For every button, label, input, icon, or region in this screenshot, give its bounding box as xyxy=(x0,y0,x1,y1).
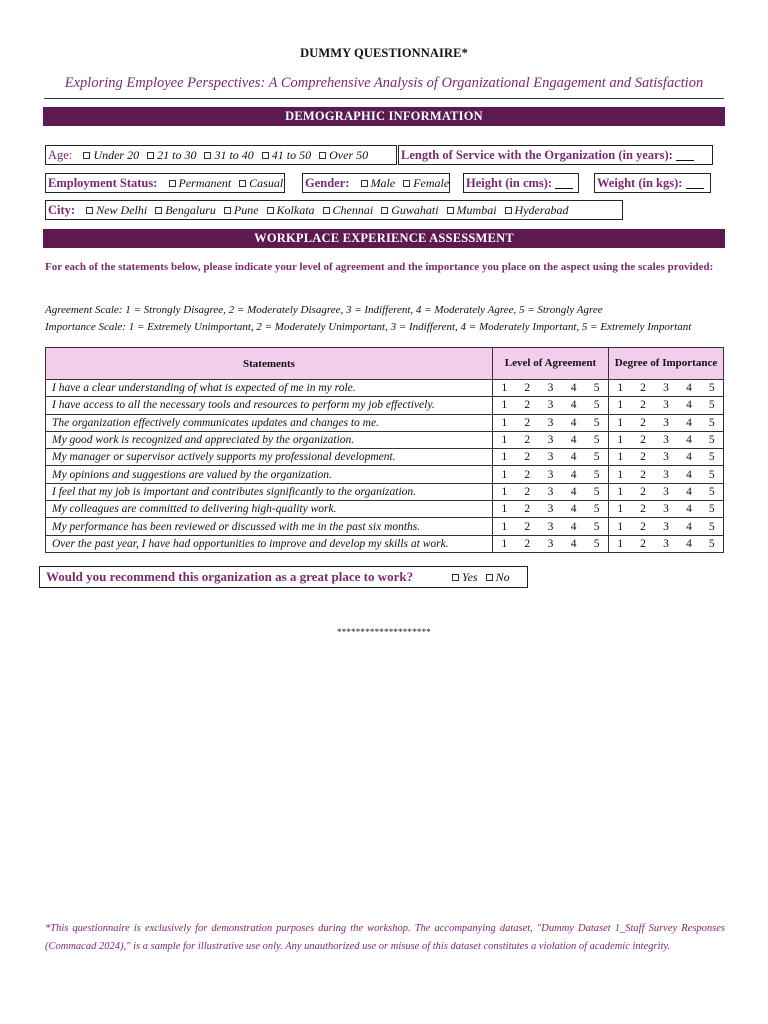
importance-rating-3[interactable]: 3 xyxy=(655,397,678,414)
importance-rating-2[interactable]: 2 xyxy=(632,483,655,500)
importance-rating-2[interactable]: 2 xyxy=(632,397,655,414)
agreement-rating-3[interactable]: 3 xyxy=(539,380,562,397)
option-label: Permanent xyxy=(178,176,232,190)
importance-rating-4[interactable]: 4 xyxy=(678,431,701,448)
statement-cell: I feel that my job is important and contributes significantly to the organization. xyxy=(46,483,493,500)
importance-rating-3[interactable]: 3 xyxy=(655,449,678,466)
statement-cell: Over the past year, I have had opportunities to improve and develop my skills at work. xyxy=(46,535,493,552)
table-row xyxy=(46,397,724,414)
survey-table-body xyxy=(46,380,724,553)
agreement-rating-5[interactable]: 5 xyxy=(585,414,608,431)
checkbox[interactable] xyxy=(204,152,211,159)
importance-rating-4[interactable]: 4 xyxy=(678,449,701,466)
agreement-rating-3[interactable]: 3 xyxy=(539,466,562,483)
agreement-rating-1[interactable]: 1 xyxy=(493,501,516,518)
agreement-rating-4[interactable]: 4 xyxy=(562,397,585,414)
importance-rating-5[interactable]: 5 xyxy=(701,535,724,552)
checkbox[interactable] xyxy=(262,152,269,159)
agreement-rating-3[interactable]: 3 xyxy=(539,535,562,552)
subtitle-divider xyxy=(44,98,724,99)
agreement-rating-4[interactable]: 4 xyxy=(562,449,585,466)
checkbox[interactable] xyxy=(155,207,162,214)
checkbox[interactable] xyxy=(505,207,512,214)
agreement-rating-3[interactable]: 3 xyxy=(539,431,562,448)
statement-cell: I have access to all the necessary tools and resources to perform my job effectively. xyxy=(46,397,493,414)
agreement-rating-4[interactable]: 4 xyxy=(562,483,585,500)
city-label: City: xyxy=(48,203,76,217)
statement-cell: I have a clear understanding of what is expected of me in my role. xyxy=(46,380,493,397)
agreement-rating-5[interactable]: 5 xyxy=(585,449,608,466)
checkbox[interactable] xyxy=(486,574,493,581)
gender-options xyxy=(353,176,450,190)
agreement-scale: Agreement Scale: 1 = Strongly Disagree, 2 = Moderately Disagree, 3 = Indifferent, 4 = Moderately Agree, 5 = Strongly Agree xyxy=(45,304,603,316)
employment-label: Employment Status: xyxy=(48,176,158,190)
checkbox[interactable] xyxy=(239,180,246,187)
recommend-question: Would you recommend this organization as a great place to work? xyxy=(46,569,414,584)
agreement-rating-4[interactable]: 4 xyxy=(562,518,585,535)
importance-scale: Importance Scale: 1 = Extremely Unimportant, 2 = Moderately Unimportant, 3 = Indifferent, 4 = Moderately Important, 5 = Extremely Important xyxy=(45,321,692,333)
importance-rating-5[interactable]: 5 xyxy=(701,397,724,414)
statement-cell: My good work is recognized and appreciated by the organization. xyxy=(46,431,493,448)
checkbox[interactable] xyxy=(169,180,176,187)
agreement-rating-5[interactable]: 5 xyxy=(585,431,608,448)
importance-rating-1[interactable]: 1 xyxy=(609,466,632,483)
city-field xyxy=(45,200,623,220)
importance-rating-1[interactable]: 1 xyxy=(609,380,632,397)
table-row xyxy=(46,518,724,535)
checkbox[interactable] xyxy=(403,180,410,187)
importance-rating-2[interactable]: 2 xyxy=(632,414,655,431)
importance-rating-1[interactable]: 1 xyxy=(609,501,632,518)
instruction-text: For each of the statements below, please indicate your level of agreement and the importance you place on the aspect using the scales provided: xyxy=(45,261,714,273)
statement-cell: My opinions and suggestions are valued by the organization. xyxy=(46,466,493,483)
option-label: Yes xyxy=(462,570,478,584)
importance-rating-5[interactable]: 5 xyxy=(701,414,724,431)
agreement-rating-5[interactable]: 5 xyxy=(585,466,608,483)
importance-rating-3[interactable]: 3 xyxy=(655,380,678,397)
importance-rating-1[interactable]: 1 xyxy=(609,397,632,414)
importance-rating-5[interactable]: 5 xyxy=(701,431,724,448)
table-row xyxy=(46,414,724,431)
age-options xyxy=(75,148,368,162)
height-label: Height (in cms): xyxy=(466,176,553,190)
importance-rating-5[interactable]: 5 xyxy=(701,483,724,500)
agreement-rating-2[interactable]: 2 xyxy=(516,518,539,535)
importance-rating-2[interactable]: 2 xyxy=(632,518,655,535)
agreement-rating-2[interactable]: 2 xyxy=(516,414,539,431)
option-label: Hyderabad xyxy=(514,203,569,217)
agreement-rating-2[interactable]: 2 xyxy=(516,449,539,466)
agreement-rating-3[interactable]: 3 xyxy=(539,501,562,518)
agreement-rating-2[interactable]: 2 xyxy=(516,466,539,483)
agreement-rating-1[interactable]: 1 xyxy=(493,380,516,397)
importance-rating-5[interactable]: 5 xyxy=(701,501,724,518)
statement-cell: The organization effectively communicates updates and changes to me. xyxy=(46,414,493,431)
agreement-rating-4[interactable]: 4 xyxy=(562,466,585,483)
checkbox[interactable] xyxy=(86,207,93,214)
checkbox[interactable] xyxy=(447,207,454,214)
option-label: Over 50 xyxy=(329,148,369,162)
option-label: Female xyxy=(413,176,450,190)
option-label: Guwahati xyxy=(391,203,439,217)
importance-rating-3[interactable]: 3 xyxy=(655,501,678,518)
agreement-rating-1[interactable]: 1 xyxy=(493,431,516,448)
option-label: Under 20 xyxy=(93,148,140,162)
importance-rating-1[interactable]: 1 xyxy=(609,414,632,431)
employment-field xyxy=(45,173,285,193)
agreement-rating-5[interactable]: 5 xyxy=(585,380,608,397)
weight-field xyxy=(594,173,711,193)
separator-stars: ******************** xyxy=(337,627,431,637)
service-field xyxy=(398,145,713,165)
agreement-rating-5[interactable]: 5 xyxy=(585,483,608,500)
weight-blank[interactable] xyxy=(686,178,704,189)
agreement-rating-2[interactable]: 2 xyxy=(516,397,539,414)
document-title: DUMMY QUESTIONNAIRE* xyxy=(300,46,468,60)
importance-rating-5[interactable]: 5 xyxy=(701,466,724,483)
checkbox[interactable] xyxy=(319,152,326,159)
importance-rating-1[interactable]: 1 xyxy=(609,483,632,500)
option-label: Kolkata xyxy=(276,203,315,217)
age-field xyxy=(45,145,397,165)
section-header-workplace: WORKPLACE EXPERIENCE ASSESSMENT xyxy=(43,229,725,248)
agreement-rating-3[interactable]: 3 xyxy=(539,397,562,414)
table-row xyxy=(46,449,724,466)
option-label: No xyxy=(495,570,510,584)
gender-label: Gender: xyxy=(305,176,350,190)
option-label: Male xyxy=(370,176,396,190)
importance-rating-4[interactable]: 4 xyxy=(678,535,701,552)
checkbox[interactable] xyxy=(323,207,330,214)
importance-rating-2[interactable]: 2 xyxy=(632,380,655,397)
service-label: Length of Service with the Organization (in years): xyxy=(401,148,673,162)
agreement-rating-3[interactable]: 3 xyxy=(539,449,562,466)
employment-options xyxy=(161,176,284,190)
importance-rating-4[interactable]: 4 xyxy=(678,380,701,397)
importance-rating-4[interactable]: 4 xyxy=(678,518,701,535)
agreement-rating-2[interactable]: 2 xyxy=(516,483,539,500)
document-subtitle: Exploring Employee Perspectives: A Comprehensive Analysis of Organizational Engagement and Satisfaction xyxy=(64,75,704,91)
option-label: Mumbai xyxy=(456,203,497,217)
agreement-rating-1[interactable]: 1 xyxy=(493,449,516,466)
checkbox[interactable] xyxy=(83,152,90,159)
agreement-rating-4[interactable]: 4 xyxy=(562,414,585,431)
importance-rating-3[interactable]: 3 xyxy=(655,518,678,535)
agreement-rating-3[interactable]: 3 xyxy=(539,414,562,431)
importance-rating-4[interactable]: 4 xyxy=(678,397,701,414)
agreement-rating-5[interactable]: 5 xyxy=(585,518,608,535)
option-label: 31 to 40 xyxy=(214,148,254,162)
service-blank[interactable] xyxy=(676,150,694,161)
importance-rating-4[interactable]: 4 xyxy=(678,483,701,500)
option-label: Casual xyxy=(249,176,284,190)
importance-rating-5[interactable]: 5 xyxy=(701,449,724,466)
importance-rating-3[interactable]: 3 xyxy=(655,483,678,500)
importance-rating-2[interactable]: 2 xyxy=(632,449,655,466)
importance-rating-4[interactable]: 4 xyxy=(678,414,701,431)
table-row xyxy=(46,535,724,552)
agreement-rating-5[interactable]: 5 xyxy=(585,397,608,414)
checkbox[interactable] xyxy=(147,152,154,159)
option-label: Pune xyxy=(233,203,259,217)
survey-table xyxy=(45,347,724,553)
agreement-rating-2[interactable]: 2 xyxy=(516,501,539,518)
option-label: Chennai xyxy=(332,203,374,217)
footnote: *This questionnaire is exclusively for demonstration purposes during the workshop. The accompanying dataset, "Dummy Dataset 1_Staff Survey Responses (Commacad 2024)," is a sample for illustrative use only. Any unauthorized use or misuse of this dataset constitutes a violation of academic integrity. xyxy=(45,923,725,952)
statements-header: Statements xyxy=(46,348,493,380)
importance-rating-4[interactable]: 4 xyxy=(678,501,701,518)
table-row xyxy=(46,483,724,500)
agreement-rating-1[interactable]: 1 xyxy=(493,535,516,552)
statement-cell: My colleagues are committed to delivering high-quality work. xyxy=(46,501,493,518)
statement-cell: My performance has been reviewed or discussed with me in the past six months. xyxy=(46,518,493,535)
height-blank[interactable] xyxy=(555,178,573,189)
agreement-rating-4[interactable]: 4 xyxy=(562,380,585,397)
importance-rating-4[interactable]: 4 xyxy=(678,466,701,483)
option-label: 41 to 50 xyxy=(271,148,312,162)
importance-rating-1[interactable]: 1 xyxy=(609,535,632,552)
table-row xyxy=(46,431,724,448)
agreement-rating-3[interactable]: 3 xyxy=(539,483,562,500)
agreement-header: Level of Agreement xyxy=(493,348,609,380)
importance-rating-2[interactable]: 2 xyxy=(632,431,655,448)
importance-rating-1[interactable]: 1 xyxy=(609,518,632,535)
agreement-rating-1[interactable]: 1 xyxy=(493,397,516,414)
agreement-rating-2[interactable]: 2 xyxy=(516,380,539,397)
importance-rating-3[interactable]: 3 xyxy=(655,431,678,448)
agreement-rating-1[interactable]: 1 xyxy=(493,518,516,535)
recommend-options xyxy=(444,567,510,587)
agreement-rating-5[interactable]: 5 xyxy=(585,535,608,552)
importance-header: Degree of Importance xyxy=(609,348,724,380)
weight-label: Weight (in kgs): xyxy=(597,176,683,190)
agreement-rating-2[interactable]: 2 xyxy=(516,431,539,448)
city-options xyxy=(78,203,568,217)
section-header-demographic: DEMOGRAPHIC INFORMATION xyxy=(43,107,725,126)
checkbox[interactable] xyxy=(267,207,274,214)
importance-rating-3[interactable]: 3 xyxy=(655,535,678,552)
checkbox[interactable] xyxy=(452,574,459,581)
option-label: Bengaluru xyxy=(165,203,216,217)
importance-rating-5[interactable]: 5 xyxy=(701,380,724,397)
gender-field xyxy=(302,173,450,193)
importance-rating-2[interactable]: 2 xyxy=(632,466,655,483)
agreement-rating-4[interactable]: 4 xyxy=(562,431,585,448)
agreement-rating-1[interactable]: 1 xyxy=(493,466,516,483)
agreement-rating-4[interactable]: 4 xyxy=(562,535,585,552)
importance-rating-5[interactable]: 5 xyxy=(701,518,724,535)
option-label: New Delhi xyxy=(96,203,148,217)
importance-rating-3[interactable]: 3 xyxy=(655,466,678,483)
importance-rating-2[interactable]: 2 xyxy=(632,535,655,552)
checkbox[interactable] xyxy=(361,180,368,187)
option-label: 21 to 30 xyxy=(157,148,197,162)
importance-rating-2[interactable]: 2 xyxy=(632,501,655,518)
table-row xyxy=(46,466,724,483)
agreement-rating-4[interactable]: 4 xyxy=(562,501,585,518)
importance-rating-1[interactable]: 1 xyxy=(609,431,632,448)
importance-rating-1[interactable]: 1 xyxy=(609,449,632,466)
checkbox[interactable] xyxy=(381,207,388,214)
agreement-rating-1[interactable]: 1 xyxy=(493,414,516,431)
agreement-rating-2[interactable]: 2 xyxy=(516,535,539,552)
statement-cell: My manager or supervisor actively supports my professional development. xyxy=(46,449,493,466)
importance-rating-3[interactable]: 3 xyxy=(655,414,678,431)
agreement-rating-5[interactable]: 5 xyxy=(585,501,608,518)
agreement-rating-3[interactable]: 3 xyxy=(539,518,562,535)
table-row xyxy=(46,380,724,397)
age-label: Age: xyxy=(48,148,73,162)
table-row xyxy=(46,501,724,518)
recommend-field xyxy=(39,566,528,588)
checkbox[interactable] xyxy=(224,207,231,214)
agreement-rating-1[interactable]: 1 xyxy=(493,483,516,500)
height-field xyxy=(463,173,579,193)
